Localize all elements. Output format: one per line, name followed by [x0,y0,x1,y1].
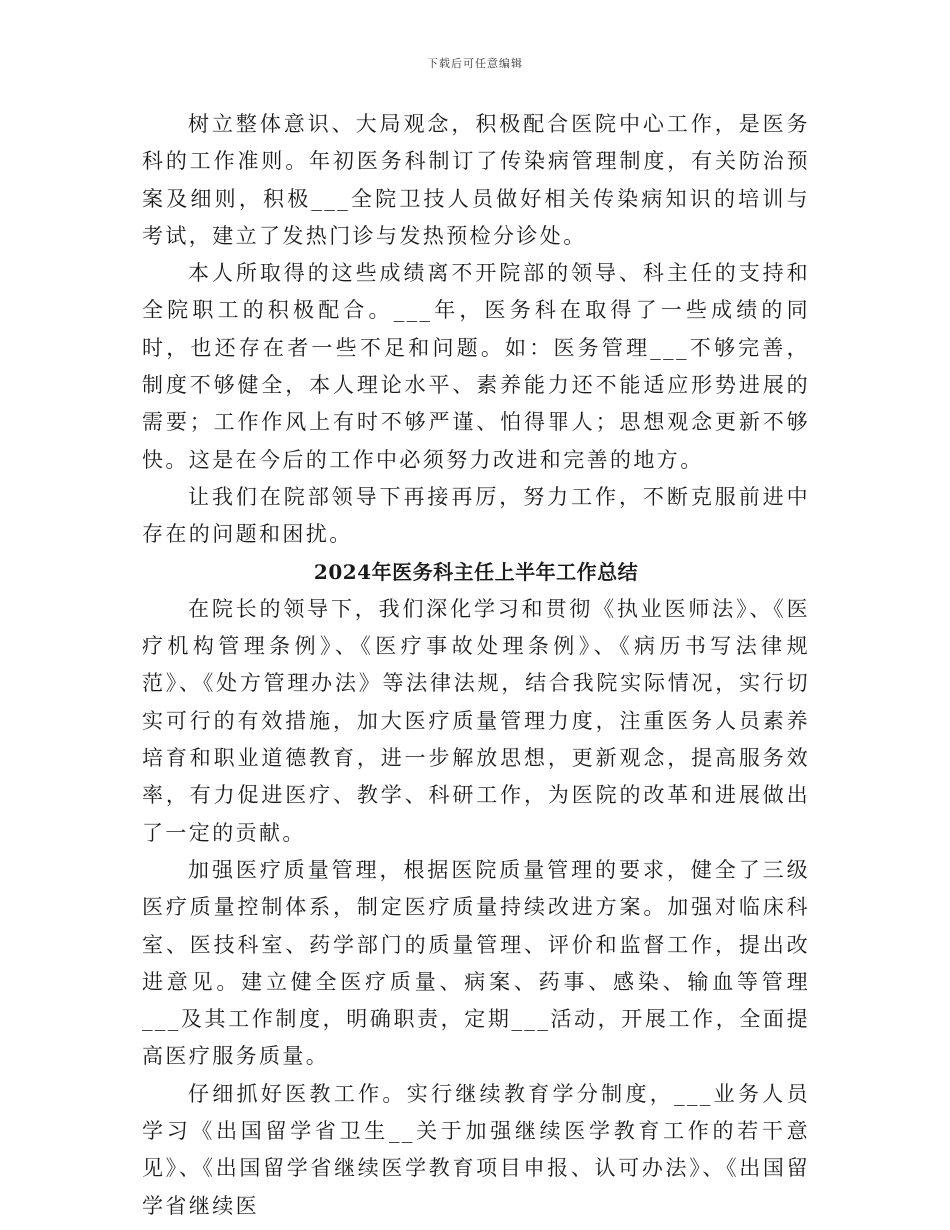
paragraph-closing: 让我们在院部领导下再接再厉，努力工作，不断克服前进中存在的问题和困扰。 [142,484,810,547]
paragraph-teamwork: 树立整体意识、大局观念，积极配合医院中心工作，是医务科的工作准则。年初医务科制订了传染病管理制度，有关防治预案及细则，积极___全院卫技人员做好相关传染病知识的培训与考试，建立了发热门诊与发热预检分诊处。 [142,112,810,248]
paragraph-leadership: 在院长的领导下，我们深化学习和贯彻《执业医师法》、《医疗机构管理条例》、《医疗事故处理条例》、《病历书写法律规范》、《处方管理办法》等法律法规，结合我院实际情况，实行切实可行的有效措施，加大医疗质量管理力度，注重医务人员素养培育和职业道德教育，进一步解放思想，更新观念，提高服务效率，有力促进医疗、教学、科研工作，为医院的改革和进展做出了一定的贡献。 [142,596,810,845]
document-body [142,106,810,1225]
paragraph-quality-management: 加强医疗质量管理，根据医院质量管理的要求，健全了三级医疗质量控制体系，制定医疗质量持续改进方案。加强对临床科室、医技科室、药学部门的质量管理、评价和监督工作，提出改进意见。建立健全医疗质量、病案、药事、感染、输血等管理___及其工作制度，明确职责，定期___活动，开展工作，全面提高医疗服务质量。 [142,857,810,1069]
page-header: 下载后可任意编辑 [427,57,523,70]
paragraph-medical-education: 仔细抓好医教工作。实行继续教育学分制度，___业务人员学习《出国留学省卫生__关于加强继续医学教育工作的若干意见》、《出国留学省继续医学教育项目申报、认可办法》、《出国留学省继续医 [142,1081,810,1218]
section-title: 2024年医务科主任上半年工作总结 [313,559,639,584]
paragraph-achievements: 本人所取得的这些成绩离不开院部的领导、科主任的支持和全院职工的积极配合。___年，医务科在取得了一些成绩的同时，也还存在者一些不足和问题。如：医务管理___不够完善，制度不够健全，本人理论水平、素养能力还不能适应形势进展的需要；工作作风上有时不够严谨、怕得罪人；思想观念更新不够快。这是在今后的工作中必须努力改进和完善的地方。 [142,261,810,472]
